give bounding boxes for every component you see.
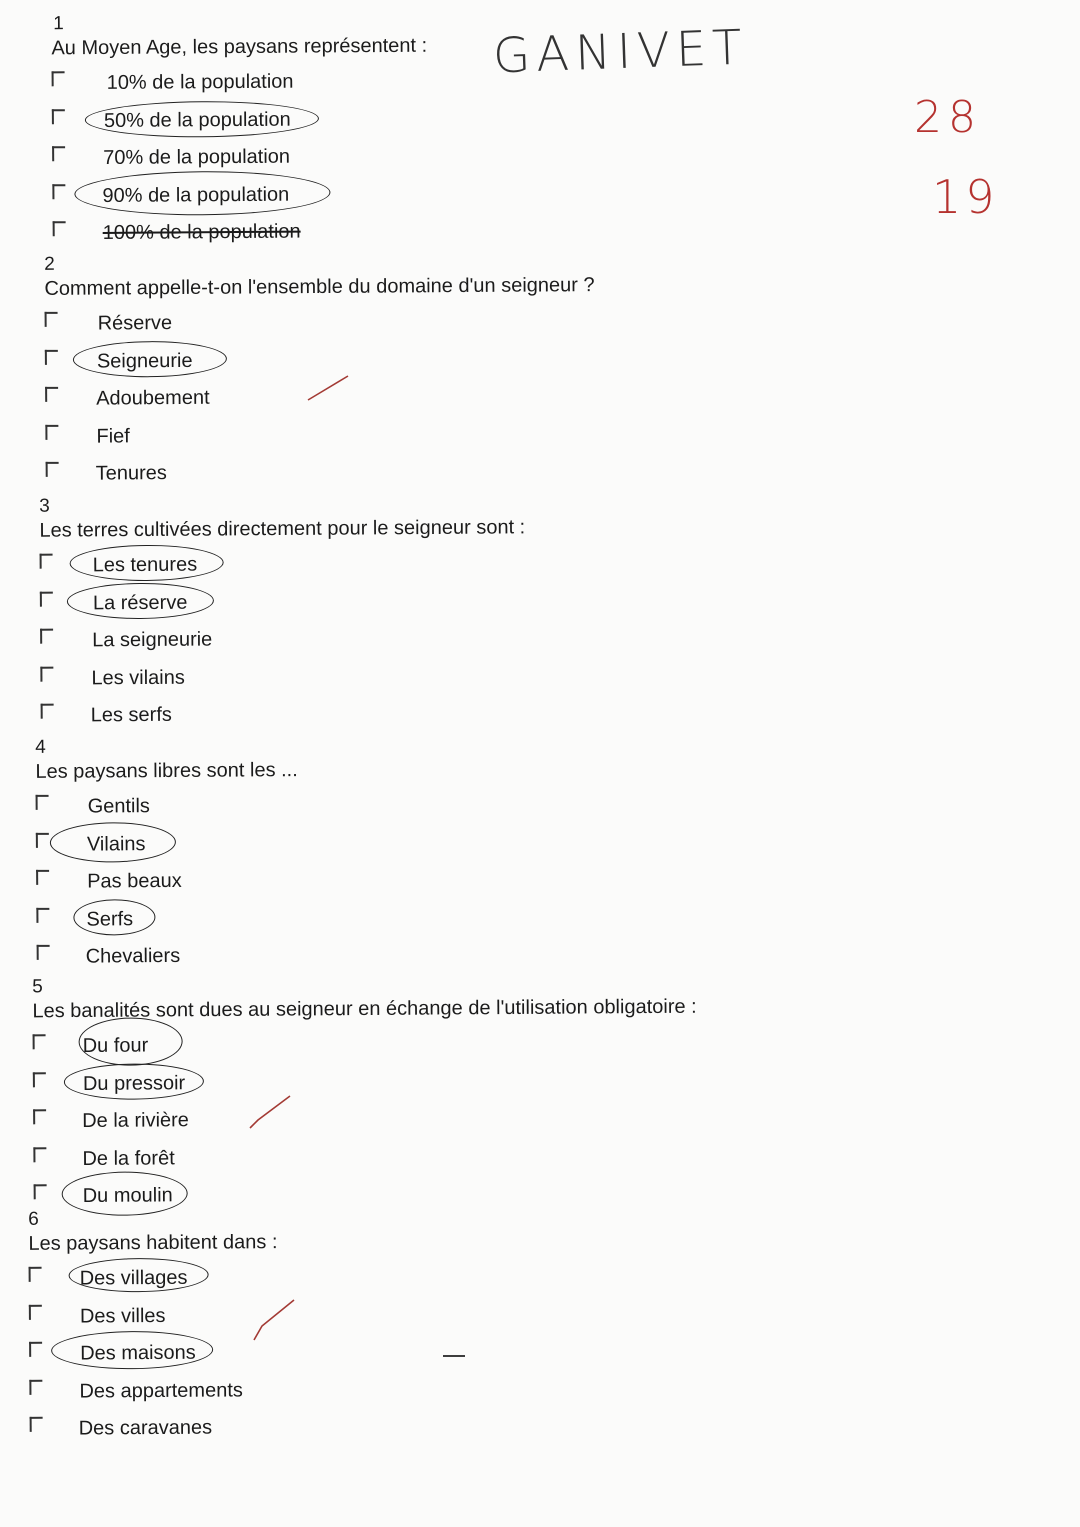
checkbox[interactable] [36,870,49,885]
checkbox[interactable] [34,1184,47,1199]
option-label: Du four [82,1034,149,1057]
option-label: Gentils [87,795,150,818]
option-label: 70% de la population [103,145,291,169]
option-label: Des caravanes [78,1416,213,1440]
question-text: Les paysans libres sont les ... [35,759,298,783]
student-name-handwritten: GANIVET [492,19,749,85]
question-number: 1 [53,13,64,35]
checkbox[interactable] [33,1147,46,1162]
option-label: De la forêt [82,1146,175,1170]
checkbox[interactable] [29,1304,42,1319]
checkbox[interactable] [40,666,53,681]
option-label: Pas beaux [87,869,182,893]
question-4 [35,735,299,978]
option-label: 90% de la population [102,183,290,207]
option-3d[interactable] [40,659,526,700]
grading-check-mark [248,1296,308,1346]
option-label: Seigneurie [96,349,193,373]
checkbox[interactable] [33,1072,46,1087]
option-label: Les vilains [91,666,185,689]
question-6 [28,1207,279,1450]
option-5c[interactable] [33,1101,698,1143]
question-number: 2 [44,253,55,275]
checkbox[interactable] [52,184,65,199]
option-label: Les serfs [90,703,172,727]
option-3e[interactable] [41,696,527,737]
option-6d[interactable] [29,1374,278,1413]
option-2a[interactable] [45,304,595,345]
question-text: Comment appelle-t-on l'ensemble du domaine d'un seigneur ? [44,274,595,300]
checkbox[interactable] [45,349,58,364]
grading-dash-mark [440,1350,470,1362]
option-label: Tenures [95,462,167,485]
option-label: Des villages [79,1266,188,1290]
option-5a[interactable] [33,1026,698,1068]
question-number: 3 [39,495,50,517]
option-1e[interactable] [53,215,429,255]
option-3b[interactable] [40,584,526,625]
option-2d[interactable] [45,417,595,458]
checkbox[interactable] [40,591,53,606]
question-text: Les terres cultivées directement pour le seigneur sont : [39,516,526,542]
checkbox[interactable] [52,146,65,161]
checkbox[interactable] [45,387,58,402]
checkbox[interactable] [30,1417,43,1432]
checkbox[interactable] [53,221,66,236]
option-4b[interactable] [36,827,299,866]
question-3 [39,492,526,737]
option-label: De la rivière [82,1109,189,1132]
option-label: 10% de la population [106,70,294,94]
option-label: La seigneurie [92,628,213,652]
checkbox[interactable] [40,554,53,569]
option-4a[interactable] [36,789,299,828]
option-label: Serfs [86,907,134,931]
question-text: Les banalités sont dues au seigneur en échange de l'utilisation obligatoire : [32,995,697,1023]
option-label: Des villes [79,1304,166,1328]
option-label: La réserve [92,591,188,614]
grading-check-mark [244,1090,304,1140]
question-number: 4 [35,736,46,758]
checkbox[interactable] [29,1379,42,1394]
option-4d[interactable] [36,902,299,941]
option-label: Réserve [97,312,173,335]
option-5b[interactable] [33,1063,698,1105]
option-label: Des appartements [79,1378,243,1403]
checkbox[interactable] [36,907,49,922]
option-6e[interactable] [30,1411,279,1450]
checkbox[interactable] [33,1034,46,1049]
checkbox[interactable] [46,462,59,477]
checkbox[interactable] [41,704,54,719]
checkbox[interactable] [40,629,53,644]
checkbox[interactable] [36,795,49,810]
checkbox[interactable] [36,832,49,847]
checkbox[interactable] [45,424,58,439]
option-3a[interactable] [40,546,526,587]
question-1 [51,11,428,255]
checkbox[interactable] [29,1267,42,1282]
question-number: 5 [32,976,43,998]
option-3c[interactable] [40,621,526,662]
option-label: Vilains [86,832,146,856]
checkbox[interactable] [29,1342,42,1357]
checkbox[interactable] [33,1109,46,1124]
checkbox[interactable] [37,945,50,960]
grading-check-mark [300,370,360,410]
option-label: Du moulin [82,1184,173,1207]
checkbox[interactable] [45,312,58,327]
option-label: Adoubement [96,386,210,410]
question-text: Les paysans habitent dans : [28,1231,278,1255]
checkbox[interactable] [52,109,65,124]
option-label: Les tenures [92,553,198,577]
option-2e[interactable] [46,454,596,495]
option-6c[interactable] [29,1336,278,1375]
question-5 [32,972,698,1218]
option-1b[interactable] [52,102,428,142]
option-label: Des maisons [80,1341,196,1365]
question-text: Au Moyen Age, les paysans représentent : [51,34,428,60]
option-label: Chevaliers [85,944,181,968]
option-1d[interactable] [52,177,428,217]
checkbox[interactable] [52,71,65,86]
option-label: Fief [96,424,130,448]
option-1a[interactable] [52,65,428,105]
grade-top: 28 [914,92,982,143]
question-number: 6 [28,1208,39,1230]
option-label: 50% de la population [103,108,291,132]
option-4e[interactable] [37,939,300,978]
option-6a[interactable] [29,1261,278,1300]
option-4c[interactable] [36,864,299,903]
option-label: Du pressoir [82,1071,186,1095]
option-label: 100% de la population [102,220,301,244]
grade-bottom: 19 [932,170,999,224]
